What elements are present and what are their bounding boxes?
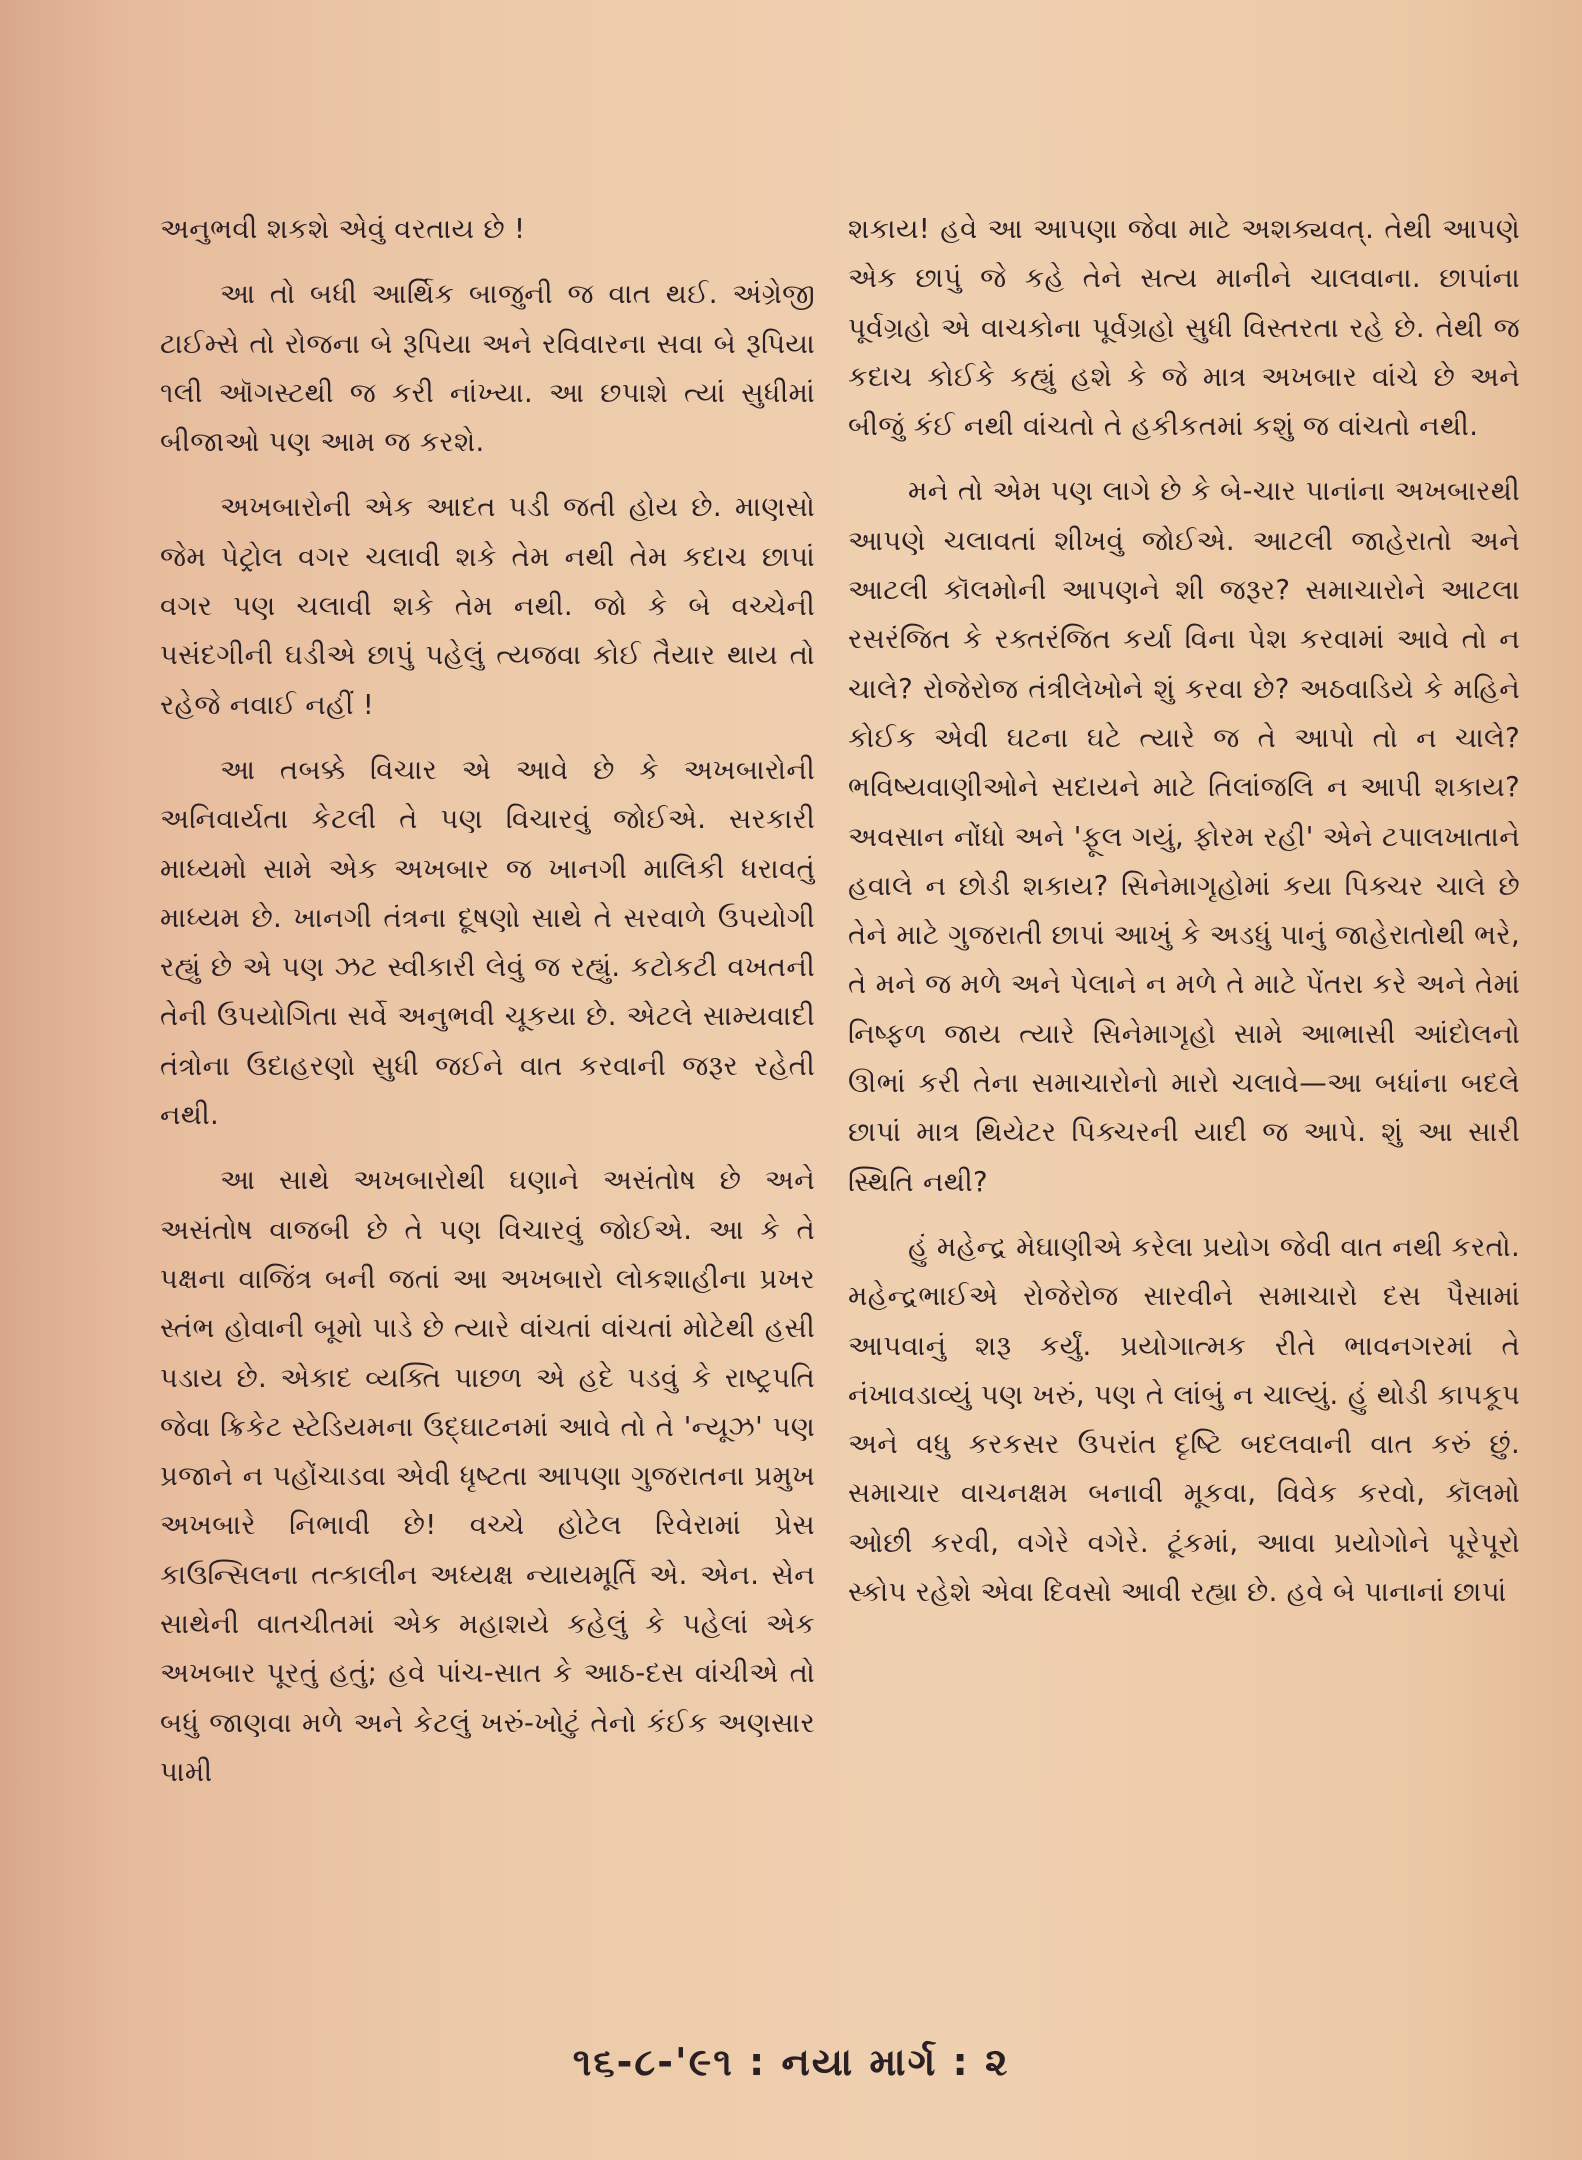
paragraph: શકાય! હવે આ આપણા જેવા માટે અશક્યવત્. તેથી આપણે એક છાપું જે કહે તેને સત્ય માનીને ચાલવાના. છાપાંના પૂર્વગ્રહો એ વાચકોના પૂર્વગ્રહો સુધી વિસ્તરતા રહે છે. તેથી જ કદાચ કોઈકે કહ્યું હશે કે જે માત્ર અખબાર વાંચે છે અને બીજું કંઈ નથી વાંચતો તે હકીકતમાં કશું જ વાંચતો નથી. [848, 213, 1520, 443]
paragraph: મને તો એમ પણ લાગે છે કે બે-ચાર પાનાંના અખબારથી આપણે ચલાવતાં શીખવું જોઈએ. આટલી જાહેરાતો અને આટલી કૉલમોની આપણને શી જરૂર? સમાચારોને આટલા રસરંજિત કે રક્તરંજિત કર્યા વિના પેશ કરવામાં આવે તો ન ચાલે? રોજેરોજ તંત્રીલેખોને શું કરવા છે? અઠવાડિયે કે મહિને કોઈક એવી ઘટના ઘટે ત્યારે જ તે આપો તો ન ચાલે? ભવિષ્યવાણીઓને સદાયને માટે તિલાંજલિ ન આપી શકાય? અવસાન નોંધો અને 'ફૂલ ગયું, ફોરમ રહી' એને ટપાલખાતાને હવાલે ન છોડી શકાય? સિનેમાગૃહોમાં કયા પિક્ચર ચાલે છે તેને માટે ગુજરાતી છાપાં આખું કે અડધું પાનું જાહેરાતોથી ભરે, તે મને જ મળે અને પેલાને ન મળે તે માટે પેંતરા કરે અને તેમાં નિષ્ફળ જાય ત્યારે સિનેમાગૃહો સામે આભાસી આંદોલનો ઊભાં કરી તેના સમાચારોનો મારો ચલાવે—આ બધાંના બદલે છાપાં માત્ર થિયેટર પિક્ચરની યાદી જ આપે. શું આ સારી સ્થિતિ નથી? [848, 475, 1521, 1198]
paragraph: હું મહેન્દ્ર મેઘાણીએ કરેલા પ્રયોગ જેવી વાત નથી કરતો. મહેન્દ્રભાઈએ રોજેરોજ સારવીને સમાચારો દસ પૈસામાં આપવાનું શરૂ કર્યું. પ્રયોગાત્મક રીતે ભાવનગરમાં તે નંખાવડાવ્યું પણ ખરું, પણ તે લાંબું ન ચાલ્યું. હું થોડી કાપકૂપ અને વધુ કરકસર ઉપરાંત દૃષ્ટિ બદલવાની વાત કરું છું. સમાચાર વાચનક્ષમ બનાવી મૂકવા, વિવેક કરવો, કૉલમો ઓછી કરવી, વગેરે વગેરે. ટૂંકમાં, આવા પ્રયોગોને પૂરેપૂરો સ્કોપ રહેશે એવા દિવસો આવી રહ્યા છે. હવે બે પાનાનાં છાપાં [848, 1230, 1520, 1609]
paragraph: આ તબક્કે વિચાર એ આવે છે કે અખબારોની અનિવાર્યતા કેટલી તે પણ વિચારવું જોઈએ. સરકારી માધ્યમો સામે એક અખબાર જ ખાનગી માલિકી ધરાવતું માધ્યમ છે. ખાનગી તંત્રના દૂષણો સાથે તે સરવાળે ઉપયોગી રહ્યું છે એ પણ ઝટ સ્વીકારી લેવું જ રહ્યું. કટોકટી વખતની તેની ઉપયોગિતા સર્વે અનુભવી ચૂકયા છે. એટલે સામ્યવાદી તંત્રોના ઉદાહરણો સુધી જઈને વાત કરવાની જરૂર રહેતી નથી. [160, 753, 815, 1132]
paragraph: આ તો બધી આર્થિક બાજુની જ વાત થઈ. અંગ્રેજી ટાઈમ્સે તો રોજના બે રૂપિયા અને રવિવારના સવા બે રૂપિયા ૧લી ઑગસ્ટથી જ કરી નાંખ્યા. આ છપાશે ત્યાં સુધીમાં બીજાઓ પણ આમ જ કરશે. [160, 278, 815, 459]
page-footer: ૧૬-૮-'૯૧ : નયા માર્ગ : ૨ [572, 2040, 1010, 2084]
paragraph: અનુભવી શકશે એવું વરતાય છે ! [160, 213, 526, 245]
paragraph: અખબારોની એક આદત પડી જતી હોય છે. માણસો જેમ પેટ્રોલ વગર ચલાવી શકે તેમ નથી તેમ કદાચ છાપાં વગર પણ ચલાવી શકે તેમ નથી. જો કે બે વચ્ચેની પસંદગીની ઘડીએ છાપું પહેલું ત્યજવા કોઈ તૈયાર થાય તો રહેજે નવાઈ નહીં ! [160, 491, 815, 721]
left-column [160, 205, 815, 1813]
right-column [848, 205, 1520, 1633]
paragraph: આ સાથે અખબારોથી ઘણાને અસંતોષ છે અને અસંતોષ વાજબી છે તે પણ વિચારવું જોઈએ. આ કે તે પક્ષના વાજિંત્ર બની જતાં આ અખબારો લોકશાહીના પ્રખર સ્તંભ હોવાની બૂમો પાડે છે ત્યારે વાંચતાં વાંચતાં મોટેથી હસી પડાય છે. એકાદ વ્યક્તિ પાછળ એ હદે પડવું કે રાષ્ટ્રપતિ જેવા ક્રિકેટ સ્ટેડિયમના ઉદ્ઘાટનમાં આવે તો તે 'ન્યૂઝ' પણ પ્રજાને ન પહોંચાડવા એવી ધૃષ્ટતા આપણા ગુજરાતના પ્રમુખ અખબારે નિભાવી છે! વચ્ચે હોટેલ રિવેરામાં પ્રેસ કાઉન્સિલના તત્કાલીન અધ્યક્ષ ન્યાયમૂર્તિ એ. એન. સેન સાથેની વાતચીતમાં એક મહાશયે કહેલું કે પહેલાં એક અખબાર પૂરતું હતું; હવે પાંચ-સાત કે આઠ-દસ વાંચીએ તો બધું જાણવા મળે અને કેટલું ખરું-ખોટું તેનો કંઈક અણસાર પામી [160, 1164, 815, 1788]
